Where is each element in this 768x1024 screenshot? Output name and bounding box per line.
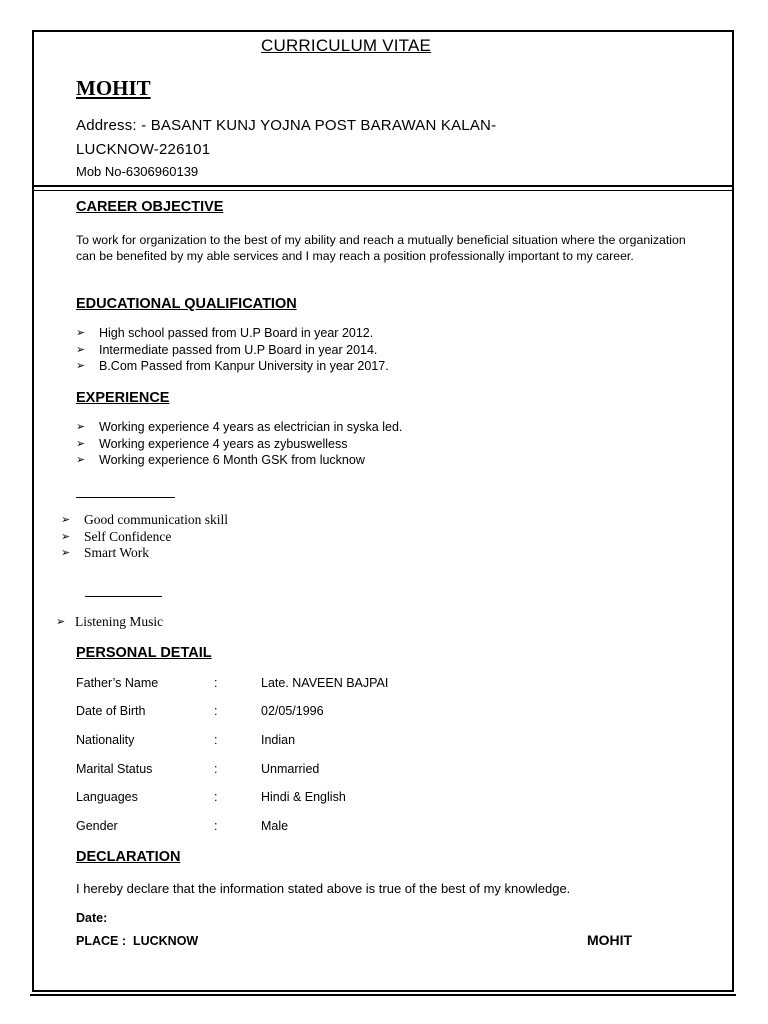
personal-row-marital <box>76 762 676 780</box>
field-label: Marital Status <box>76 762 153 776</box>
skills-list <box>61 512 228 562</box>
personal-row-dob <box>76 704 676 722</box>
experience-heading: EXPERIENCE <box>76 390 170 406</box>
list-item: ➢ Working experience 4 years as electrician in syska led. <box>76 420 403 434</box>
personal-detail-heading: PERSONAL DETAIL <box>76 645 212 661</box>
field-separator: : <box>214 733 218 747</box>
arrow-bullet-icon: ➢ <box>76 437 86 450</box>
list-item: ➢ Self Confidence <box>61 528 172 544</box>
list-item: ➢ High school passed from U.P Board in year 2012. <box>76 326 374 340</box>
list-item: ➢ Good communication skill <box>61 512 228 527</box>
declaration-heading: DECLARATION <box>76 849 181 865</box>
career-objective-heading: CAREER OBJECTIVE <box>76 199 224 215</box>
field-separator: : <box>214 819 218 833</box>
candidate-name: MOHIT <box>76 76 151 100</box>
field-label: Date of Birth <box>76 704 146 718</box>
field-separator: : <box>214 762 218 776</box>
personal-row-gender <box>76 819 676 837</box>
education-list <box>76 325 389 375</box>
list-item: ➢ Working experience 6 Month GSK from lucknow <box>76 453 365 467</box>
list-item: ➢ Intermediate passed from U.P Board in year 2014. <box>76 342 378 357</box>
field-separator: : <box>214 704 218 718</box>
field-value: Indian <box>261 733 296 747</box>
list-item: ➢ B.Com Passed from Kanpur University in year 2017. <box>76 359 389 373</box>
arrow-bullet-icon: ➢ <box>61 547 71 559</box>
personal-row-father <box>76 676 676 694</box>
list-item: ➢ Working experience 4 years as zybuswelless <box>76 436 348 451</box>
signature-name: MOHIT <box>587 932 633 948</box>
header-divider <box>34 185 732 187</box>
field-value: Unmarried <box>261 762 320 776</box>
list-item: ➢ Listening Music <box>56 614 164 629</box>
header-divider-thin <box>34 190 732 191</box>
address-line-1: Address: - BASANT KUNJ YOJNA POST BARAWAN KALAN- <box>76 117 497 134</box>
arrow-bullet-icon: ➢ <box>76 327 86 339</box>
experience-list <box>76 419 402 469</box>
date-label: Date: <box>76 911 108 925</box>
field-label: Languages <box>76 790 138 804</box>
address-line-2: LUCKNOW-226101 <box>76 141 211 158</box>
skills-heading-rule <box>76 497 175 498</box>
list-item: ➢ Smart Work <box>61 545 150 560</box>
place-label: PLACE : LUCKNOW <box>76 934 199 948</box>
field-label: Father’s Name <box>76 676 159 690</box>
document-title: CURRICULUM VITAE <box>261 36 432 55</box>
field-value: Male <box>261 819 289 833</box>
arrow-bullet-icon: ➢ <box>76 421 86 433</box>
arrow-bullet-icon: ➢ <box>61 514 71 526</box>
field-value: Hindi & English <box>261 790 346 804</box>
mobile-number: Mob No-6306960139 <box>76 164 199 179</box>
field-label: Gender <box>76 819 118 833</box>
arrow-bullet-icon: ➢ <box>76 343 86 356</box>
personal-row-languages <box>76 790 676 808</box>
field-label: Nationality <box>76 733 135 747</box>
hobbies-list <box>56 614 163 631</box>
career-objective-text: To work for organization to the best of my ability and reach a mutually beneficial situation where the organization can be benefited by my able services and I may reach a position professionally important to my career. <box>76 233 686 263</box>
personal-row-nationality <box>76 733 676 751</box>
arrow-bullet-icon: ➢ <box>61 530 71 543</box>
declaration-text: I hereby declare that the information stated above is true of the best of my knowledge. <box>76 881 571 896</box>
hobbies-heading-rule <box>85 596 162 597</box>
arrow-bullet-icon: ➢ <box>76 360 86 372</box>
field-separator: : <box>214 790 218 804</box>
arrow-bullet-icon: ➢ <box>56 616 66 628</box>
field-value: Late. NAVEEN BAJPAI <box>261 676 389 690</box>
education-heading: EDUCATIONAL QUALIFICATION <box>76 296 297 312</box>
arrow-bullet-icon: ➢ <box>76 454 86 466</box>
field-separator: : <box>214 676 218 690</box>
field-value: 02/05/1996 <box>261 704 324 718</box>
